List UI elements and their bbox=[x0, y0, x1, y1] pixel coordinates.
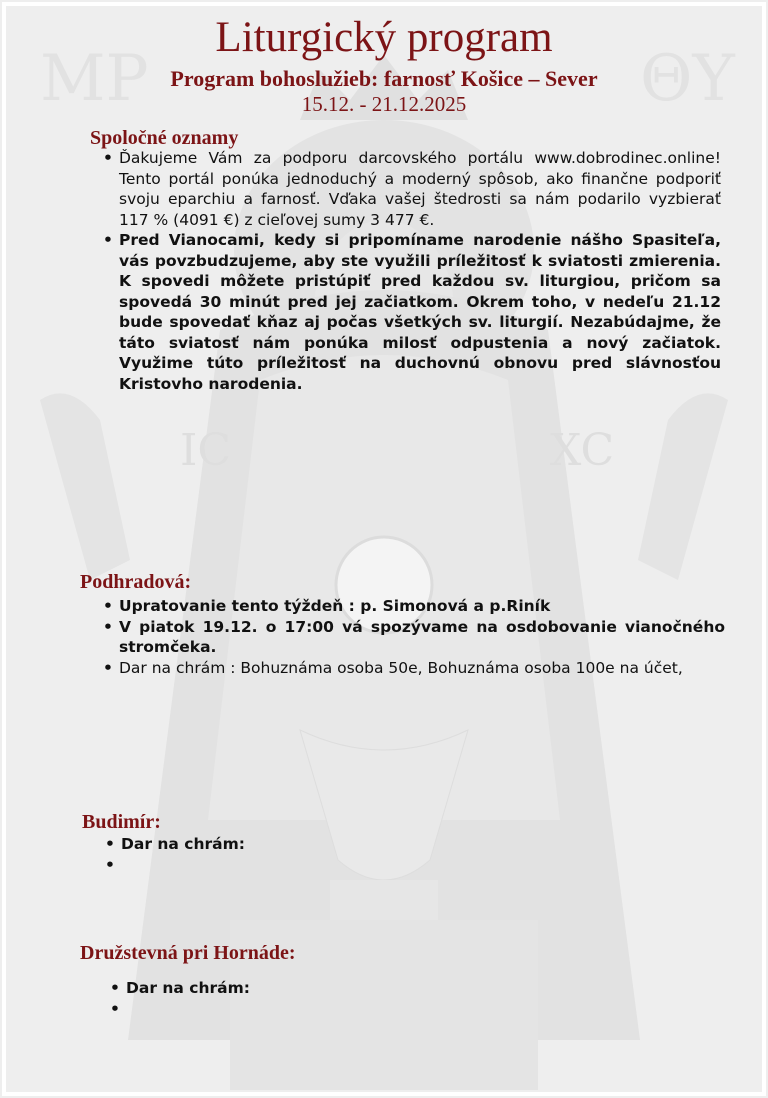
list-item: • Dar na chrám: bbox=[108, 978, 708, 999]
section-heading-podhradova: Podhradová: bbox=[80, 571, 192, 593]
list-item: • Upratovanie tento týždeň : p. Simonová a p.Riník bbox=[101, 596, 725, 617]
date-range: 15.12. - 21.12.2025 bbox=[301, 92, 467, 116]
list-item-empty bbox=[103, 855, 703, 876]
budimir-list bbox=[103, 834, 703, 875]
list-item: • V piatok 19.12. o 17:00 vá spozývame na osdobovanie vianočného stromčeka. bbox=[101, 617, 725, 658]
section-heading-budimir: Budimír: bbox=[82, 811, 161, 833]
list-item: • Dar na chrám : Bohuznáma osoba 50e, Bohuznáma osoba 100e na účet, bbox=[101, 658, 725, 679]
section-heading-druzstevna: Družstevná pri Hornáde: bbox=[80, 942, 296, 964]
icon-letters-mp: MP bbox=[40, 42, 149, 116]
list-item: • Dar na chrám: bbox=[103, 834, 703, 855]
podhradova-list bbox=[101, 596, 725, 678]
list-item-empty bbox=[108, 999, 708, 1020]
announcements-list bbox=[101, 148, 721, 394]
page-subtitle: Program bohoslužieb: farnosť Košice – Sever bbox=[170, 66, 598, 91]
icon-letters-ic: IC bbox=[180, 425, 232, 476]
list-item: • Ďakujeme Vám za podporu darcovského portálu www.dobrodinec.online! Tento portál ponúka jednoduchý a moderný spôsob, ako finančne podporiť svoju eparchiu a farnosť. Vďaka vašej štedrosti sa nám podarilo vyzbierať 117 % (4091 €) z cieľovej sumy 3 477 €. bbox=[101, 148, 721, 230]
section-heading-announcements: Spoločné oznamy bbox=[90, 127, 239, 149]
icon-letters-theta: ΘΥ bbox=[640, 42, 735, 116]
druzstevna-list bbox=[108, 978, 708, 1019]
list-item: • Pred Vianocami, kedy si pripomíname narodenie nášho Spasiteľa, vás povzbudzujeme, aby ste využili príležitosť k sviatosti zmierenia. K spovedi môžete pristúpiť pred každou sv. liturgiou, pričom sa spovedá 30 minút pred jej začiatkom. Okrem toho, v nedeľu 21.12 bude spovedať kňaz aj počas všetkých sv. liturgií. Nezabúdajme, že táto sviatosť nám ponúka milosť odpustenia a nový začiatok. Využime túto príležitosť na duchovnú obnovu pred slávnosťou Kristovho narodenia. bbox=[101, 230, 721, 394]
icon-letters-xc: XC bbox=[550, 425, 615, 476]
page-title: Liturgický program bbox=[215, 14, 553, 61]
